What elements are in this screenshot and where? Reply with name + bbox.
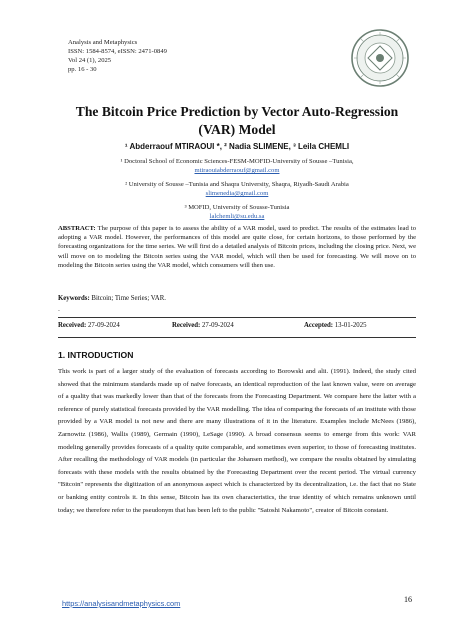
affiliation-3: ³ MOFID, University of Sousse-Tunisia xyxy=(184,204,290,211)
abstract-text: The purpose of this paper is to assess the ability of a VAR model, used to predict. The results of the estimates lead to adopting a VAR model. However, the performances of this model are quite close, for certain horizons, to those performed by the forecasting organizations for the time series. We will first do a detailed analysis of Bitcoin prices, including the closing price. Next, we will move on to modeling the Bitcoin series using the VAR model, which will then be used for forecasting. We will move on to modeling the Bitcoin series using the VAR model, which consumers will then use. xyxy=(58,225,417,269)
journal-logo-seal xyxy=(350,28,410,88)
author-list: ¹ Abderraouf MTIRAOUI *, ² Nadia SLIMENE, ³ Leila CHEMLI xyxy=(124,142,350,151)
keywords-label: Keywords: xyxy=(58,295,90,302)
journal-pages: pp. 16 - 30 xyxy=(68,66,97,73)
date-received-1 xyxy=(58,322,120,329)
journal-website-link[interactable]: https://analysisandmetaphysics.com xyxy=(62,599,181,608)
journal-name: Analysis and Metaphysics xyxy=(68,39,138,46)
intro-paragraph: This work is part of a larger study of the evaluation of forecasts according to Borowski and alii. (1991). Indeed, the study cited showed that the minimum standards made up of naïve forecasts, an identical reproduction of the last known value, were on average of a quality that was markedly lower than that of the forecasts from the Forecasting Department. We compare here the latter with a reference of purely statistical forecasts provided by the VAR modelling. The idea of comparing the forecasts of an institute with those provided by a VAR model is not new and there are many illustrations of it in the literature. Examples include McNees (1986), Zarnowitz (1986), Wallis (1989), Germain (1990), LeSage (1990). A broad consensus seems to emerge from this work: VAR modeling generally provides forecasts of a quality quite comparable, and sometimes even superior, to those of forecasting institutes. After recalling the methodology of VAR models (in particular the Johansen method), we compare the results obtained by simulating forecasts with these models with the results obtained by the Forecasting Department over the recent period. The virtual currency "Bitcoin" represents the digitization of an anonymous aspect which is characterized by its decentralization, i.e. the fact that no State or banking entity controls it. In this sense, Bitcoin has its own characteristics, the true identity of which remains unknown until today; we therefore refer to the pseudonym that has been left to the public "Satoshi Nakamoto", creator of Bitcoin constant. xyxy=(58,368,416,514)
author-email-link[interactable]: lalchemli@su.edu.sa xyxy=(209,213,265,220)
date-value: 27-09-2024 xyxy=(88,322,120,329)
date-label: Accepted: xyxy=(304,322,334,329)
page-number: 16 xyxy=(404,595,412,604)
date-label: Received: xyxy=(172,322,201,329)
affiliation-3-email[interactable] xyxy=(40,212,434,221)
keywords-text: Bitcoin; Time Series; VAR. xyxy=(91,295,166,302)
paper-title: The Bitcoin Price Prediction by Vector Auto-Regression (VAR) Model xyxy=(75,104,399,137)
section-heading: 1. INTRODUCTION xyxy=(58,350,134,360)
affiliation-1-email[interactable] xyxy=(40,166,434,175)
divider-top xyxy=(58,317,416,318)
affiliation-2-email[interactable] xyxy=(40,189,434,198)
date-received-2 xyxy=(172,322,234,329)
journal-volume: Vol 24 (1), 2025 xyxy=(68,57,112,64)
abstract-label: ABSTRACT: xyxy=(58,225,96,232)
abstract xyxy=(58,224,416,270)
date-value: 27-09-2024 xyxy=(202,322,234,329)
affiliation-2: ² University of Sousse –Tunisia and Shaqra University, Shaqra, Riyadh-Saudi Arabia xyxy=(125,181,349,188)
date-accepted xyxy=(304,322,367,329)
date-value: 13-01-2025 xyxy=(334,322,367,329)
author-email-link[interactable]: mtiraouiabderraouf@gmail.com xyxy=(194,167,280,174)
author-email-link[interactable]: slimenedia@gmail.com xyxy=(205,190,269,197)
divider-bottom xyxy=(58,337,416,338)
affiliation-1: ¹ Doctoral School of Economic Sciences-FESM-MOFID-University of Sousse –Tunisia, xyxy=(120,158,354,165)
journal-issn: ISSN: 1584-8574, eISSN: 2471-0849 xyxy=(68,48,167,55)
keywords xyxy=(58,295,166,302)
journal-header xyxy=(68,38,167,74)
stray-dot: . xyxy=(58,306,60,313)
date-label: Received: xyxy=(58,322,87,329)
